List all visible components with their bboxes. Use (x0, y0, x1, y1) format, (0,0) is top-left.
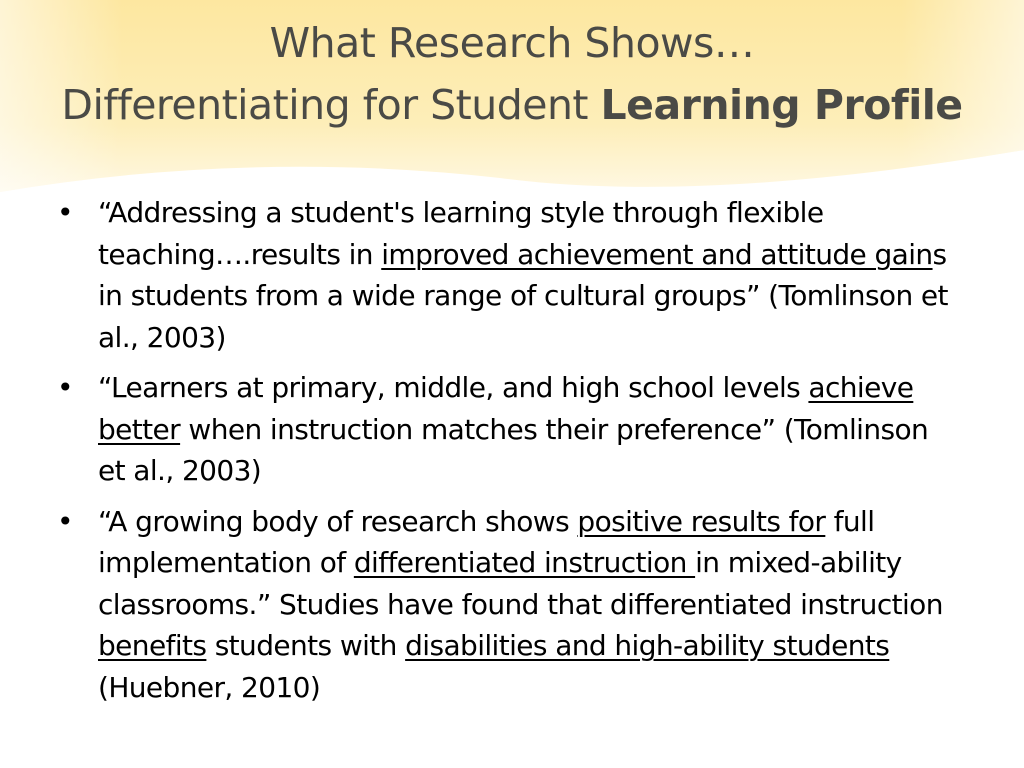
bullet-3-part-9: (Huebner, 2010) (98, 670, 321, 704)
bullet-3-underlined-phrase-3: benefits (98, 629, 207, 662)
bullet-item-1 (57, 192, 957, 358)
bullet-3-part-5: in mixed-ability classrooms.” Studies have found that differentiated instruction (98, 546, 943, 621)
bullet-3-part-7: students with (206, 629, 406, 662)
bullet-list (57, 192, 957, 717)
bullet-3-text (98, 505, 943, 704)
bullet-2-underlined-phrase: achieve better (98, 371, 914, 446)
bullet-dot-icon: • (57, 196, 73, 229)
bullet-3-underlined-phrase-4: disabilities and high-ability students (405, 629, 890, 662)
bullet-2-part-1: “Learners at primary, middle, and high school levels (98, 371, 809, 404)
bullet-item-3 (57, 501, 957, 709)
title-line-2-regular: Differentiating for Student (61, 81, 601, 129)
bullet-dot-icon: • (57, 504, 73, 538)
bullet-2-part-3: when instruction matches their preference” (Tomlinson et al., 2003) (98, 412, 929, 487)
bullet-1-part-1: “Addressing a student's learning style through flexible teaching….results in (98, 196, 824, 271)
bullet-2-text (98, 371, 928, 487)
bullet-3-part-1: “A growing body of research shows (98, 504, 578, 538)
title-line-2-bold: Learning Profile (600, 81, 963, 129)
bullet-1-part-3: s in students from a wide range of cultural groups” (Tomlinson et al., 2003) (98, 237, 948, 354)
bullet-3-part-3: full implementation of (98, 504, 875, 579)
slide-title (0, 12, 1024, 136)
bullet-1-underlined-phrase: improved achievement and attitude gain (381, 237, 933, 271)
bullet-3-underlined-phrase-2: differentiated instruction (353, 546, 696, 579)
bullet-dot-icon: • (57, 371, 73, 404)
bullet-1-text (98, 196, 948, 354)
title-line-2 (0, 74, 1024, 136)
title-line-1: What Research Shows… (269, 19, 755, 67)
bullet-item-2 (57, 367, 957, 492)
bullet-3-underlined-phrase-1: positive results for (577, 504, 826, 538)
